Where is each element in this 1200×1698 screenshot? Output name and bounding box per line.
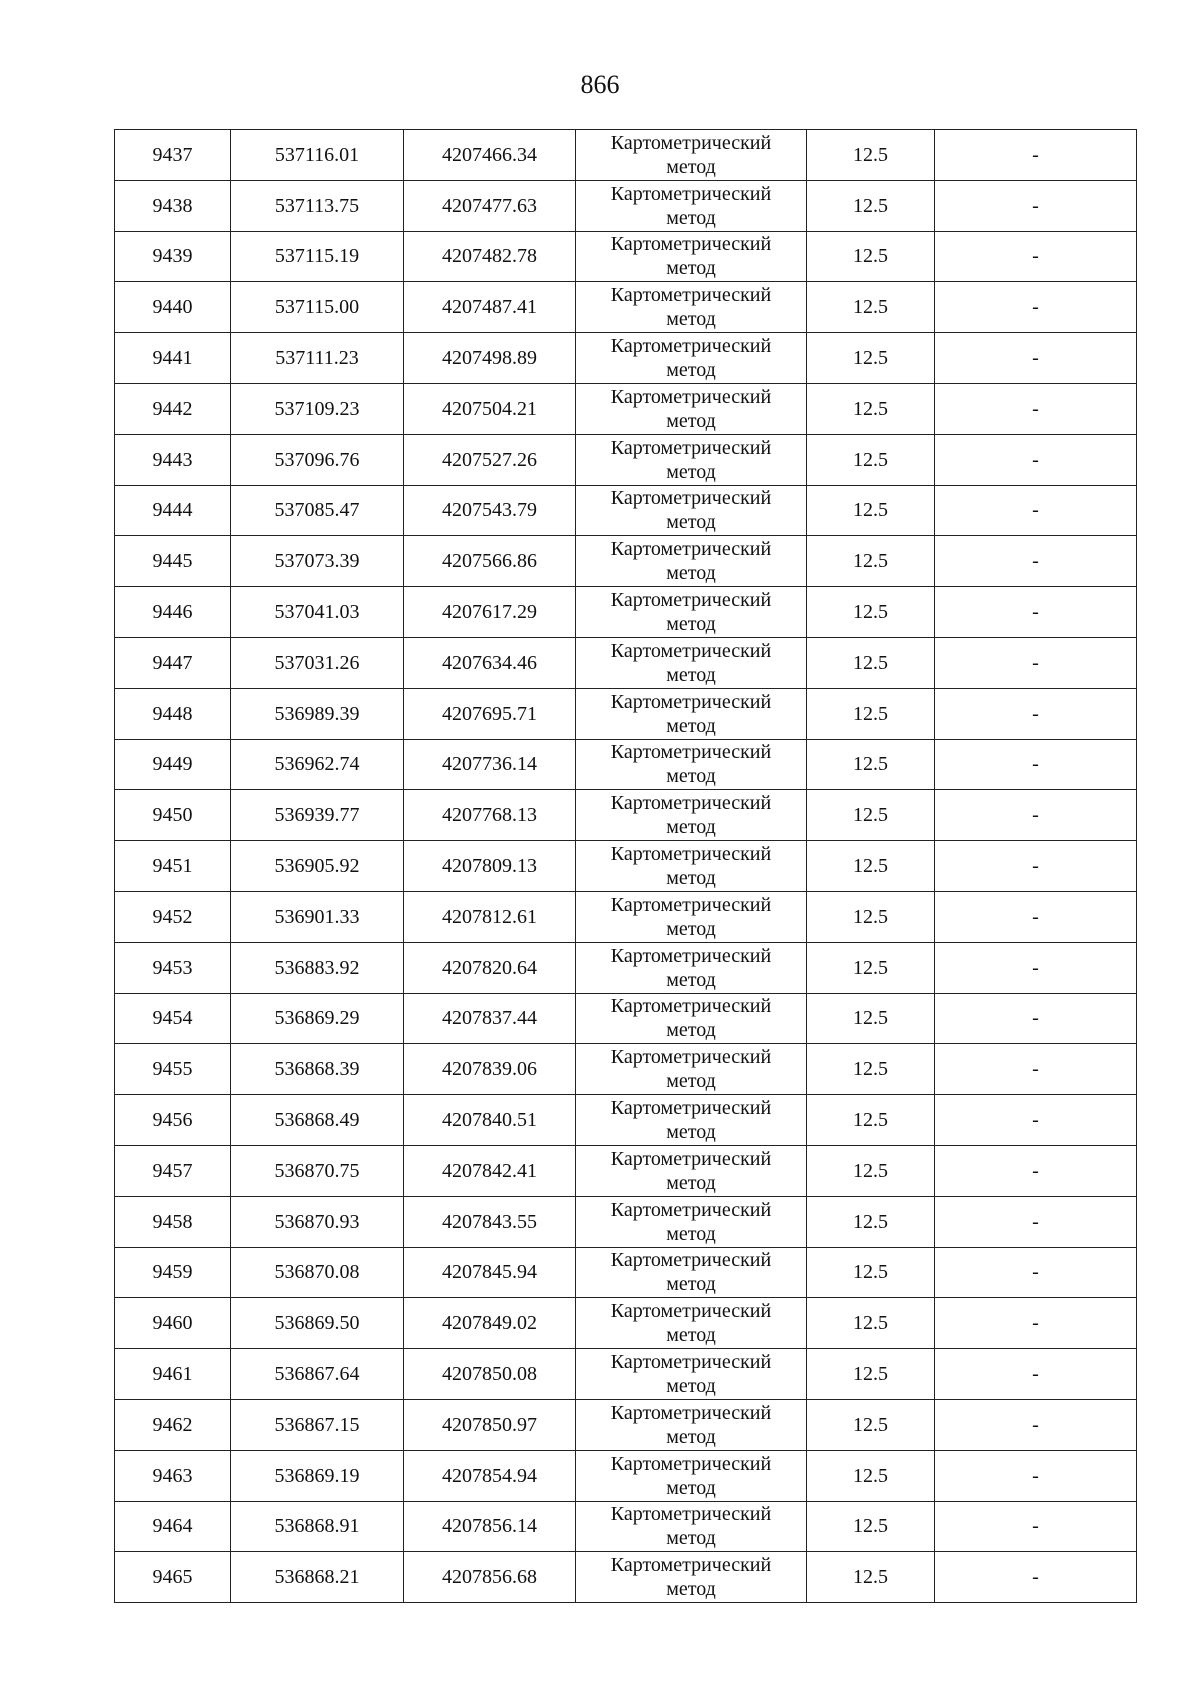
method-cell: [576, 1450, 807, 1501]
note-cell: -: [935, 790, 1137, 841]
method-cell: [576, 1247, 807, 1298]
method-cell: [576, 1196, 807, 1247]
table-row: [115, 841, 1137, 892]
method-cell: [576, 841, 807, 892]
accuracy-cell: 12.5: [807, 637, 935, 688]
method-line-1: Картометрический: [610, 1249, 772, 1272]
note-cell: -: [935, 1450, 1137, 1501]
note-cell: -: [935, 536, 1137, 587]
accuracy-cell: 12.5: [807, 333, 935, 384]
y-coordinate-cell: 4207543.79: [404, 485, 576, 536]
y-coordinate-cell: 4207839.06: [404, 1044, 576, 1095]
method-cell: [576, 891, 807, 942]
method-cell: [576, 333, 807, 384]
method-line-2: метод: [666, 1171, 716, 1194]
note-cell: -: [935, 688, 1137, 739]
x-coordinate-cell: 536883.92: [231, 942, 404, 993]
method-cell: [576, 536, 807, 587]
method-line-2: метод: [666, 714, 716, 737]
method-line-1: Картометрический: [610, 1401, 772, 1424]
y-coordinate-cell: 4207820.64: [404, 942, 576, 993]
x-coordinate-cell: 536939.77: [231, 790, 404, 841]
coordinates-table-body: [115, 130, 1137, 1603]
note-cell: -: [935, 1349, 1137, 1400]
note-cell: -: [935, 180, 1137, 231]
method-cell: [576, 790, 807, 841]
accuracy-cell: 12.5: [807, 1298, 935, 1349]
table-row: [115, 1399, 1137, 1450]
accuracy-cell: 12.5: [807, 282, 935, 333]
table-row: [115, 688, 1137, 739]
point-number-cell: 9453: [115, 942, 231, 993]
y-coordinate-cell: 4207843.55: [404, 1196, 576, 1247]
y-coordinate-cell: 4207856.68: [404, 1552, 576, 1603]
note-cell: -: [935, 1501, 1137, 1552]
table-row: [115, 1095, 1137, 1146]
method-line-1: Картометрический: [610, 893, 772, 916]
y-coordinate-cell: 4207850.08: [404, 1349, 576, 1400]
point-number-cell: 9451: [115, 841, 231, 892]
method-cell: [576, 1095, 807, 1146]
method-cell: [576, 434, 807, 485]
x-coordinate-cell: 536867.15: [231, 1399, 404, 1450]
table-row: [115, 536, 1137, 587]
method-cell: [576, 1044, 807, 1095]
x-coordinate-cell: 537085.47: [231, 485, 404, 536]
point-number-cell: 9458: [115, 1196, 231, 1247]
table-row: [115, 1450, 1137, 1501]
y-coordinate-cell: 4207809.13: [404, 841, 576, 892]
x-coordinate-cell: 536869.29: [231, 993, 404, 1044]
method-line-2: метод: [666, 206, 716, 229]
table-row: [115, 1552, 1137, 1603]
method-line-2: метод: [666, 1273, 716, 1296]
point-number-cell: 9464: [115, 1501, 231, 1552]
accuracy-cell: 12.5: [807, 1095, 935, 1146]
method-line-1: Картометрический: [610, 385, 772, 408]
method-line-1: Картометрический: [610, 1097, 772, 1120]
table-row: [115, 130, 1137, 181]
method-line-1: Картометрический: [610, 843, 772, 866]
table-row: [115, 180, 1137, 231]
accuracy-cell: 12.5: [807, 231, 935, 282]
method-cell: [576, 587, 807, 638]
note-cell: -: [935, 942, 1137, 993]
y-coordinate-cell: 4207854.94: [404, 1450, 576, 1501]
point-number-cell: 9460: [115, 1298, 231, 1349]
x-coordinate-cell: 536867.64: [231, 1349, 404, 1400]
note-cell: -: [935, 130, 1137, 181]
accuracy-cell: 12.5: [807, 130, 935, 181]
accuracy-cell: 12.5: [807, 1552, 935, 1603]
method-line-2: метод: [666, 1476, 716, 1499]
x-coordinate-cell: 536989.39: [231, 688, 404, 739]
table-row: [115, 587, 1137, 638]
x-coordinate-cell: 537073.39: [231, 536, 404, 587]
method-line-2: метод: [666, 1019, 716, 1042]
table-row: [115, 1145, 1137, 1196]
method-line-1: Картометрический: [610, 436, 772, 459]
table-row: [115, 993, 1137, 1044]
method-cell: [576, 1399, 807, 1450]
x-coordinate-cell: 537115.19: [231, 231, 404, 282]
accuracy-cell: 12.5: [807, 1247, 935, 1298]
accuracy-cell: 12.5: [807, 587, 935, 638]
y-coordinate-cell: 4207566.86: [404, 536, 576, 587]
method-cell: [576, 180, 807, 231]
point-number-cell: 9443: [115, 434, 231, 485]
x-coordinate-cell: 536868.21: [231, 1552, 404, 1603]
table-row: [115, 1247, 1137, 1298]
table-row: [115, 637, 1137, 688]
point-number-cell: 9437: [115, 130, 231, 181]
note-cell: -: [935, 1044, 1137, 1095]
note-cell: -: [935, 383, 1137, 434]
method-line-1: Картометрический: [610, 1147, 772, 1170]
method-line-1: Картометрический: [610, 1503, 772, 1526]
y-coordinate-cell: 4207477.63: [404, 180, 576, 231]
y-coordinate-cell: 4207498.89: [404, 333, 576, 384]
method-line-2: метод: [666, 1375, 716, 1398]
note-cell: -: [935, 841, 1137, 892]
table-row: [115, 1501, 1137, 1552]
method-cell: [576, 1349, 807, 1400]
accuracy-cell: 12.5: [807, 383, 935, 434]
table-row: [115, 790, 1137, 841]
table-row: [115, 383, 1137, 434]
method-cell: [576, 1552, 807, 1603]
note-cell: -: [935, 1196, 1137, 1247]
method-line-2: метод: [666, 968, 716, 991]
method-line-2: метод: [666, 511, 716, 534]
method-cell: [576, 637, 807, 688]
y-coordinate-cell: 4207850.97: [404, 1399, 576, 1450]
table-row: [115, 1044, 1137, 1095]
method-line-2: метод: [666, 308, 716, 331]
note-cell: -: [935, 739, 1137, 790]
method-line-2: метод: [666, 460, 716, 483]
table-row: [115, 434, 1137, 485]
y-coordinate-cell: 4207849.02: [404, 1298, 576, 1349]
x-coordinate-cell: 536901.33: [231, 891, 404, 942]
point-number-cell: 9459: [115, 1247, 231, 1298]
x-coordinate-cell: 537115.00: [231, 282, 404, 333]
method-cell: [576, 739, 807, 790]
method-cell: [576, 282, 807, 333]
method-line-2: метод: [666, 816, 716, 839]
table-row: [115, 333, 1137, 384]
table-row: [115, 1196, 1137, 1247]
method-line-1: Картометрический: [610, 690, 772, 713]
method-line-2: метод: [666, 257, 716, 280]
method-line-2: метод: [666, 1121, 716, 1144]
table-row: [115, 485, 1137, 536]
method-line-1: Картометрический: [610, 182, 772, 205]
point-number-cell: 9461: [115, 1349, 231, 1400]
note-cell: -: [935, 1145, 1137, 1196]
accuracy-cell: 12.5: [807, 1349, 935, 1400]
y-coordinate-cell: 4207527.26: [404, 434, 576, 485]
point-number-cell: 9444: [115, 485, 231, 536]
point-number-cell: 9455: [115, 1044, 231, 1095]
accuracy-cell: 12.5: [807, 1399, 935, 1450]
accuracy-cell: 12.5: [807, 1145, 935, 1196]
point-number-cell: 9448: [115, 688, 231, 739]
x-coordinate-cell: 536869.50: [231, 1298, 404, 1349]
note-cell: -: [935, 587, 1137, 638]
table-row: [115, 282, 1137, 333]
method-line-1: Картометрический: [610, 1046, 772, 1069]
method-line-1: Картометрический: [610, 1198, 772, 1221]
accuracy-cell: 12.5: [807, 1501, 935, 1552]
method-line-1: Картометрический: [610, 1452, 772, 1475]
point-number-cell: 9438: [115, 180, 231, 231]
x-coordinate-cell: 536868.91: [231, 1501, 404, 1552]
point-number-cell: 9447: [115, 637, 231, 688]
y-coordinate-cell: 4207487.41: [404, 282, 576, 333]
note-cell: -: [935, 333, 1137, 384]
point-number-cell: 9441: [115, 333, 231, 384]
point-number-cell: 9446: [115, 587, 231, 638]
y-coordinate-cell: 4207842.41: [404, 1145, 576, 1196]
method-line-1: Картометрический: [610, 792, 772, 815]
method-line-1: Картометрический: [610, 639, 772, 662]
page-number: 866: [580, 70, 620, 99]
note-cell: -: [935, 1552, 1137, 1603]
note-cell: -: [935, 1247, 1137, 1298]
x-coordinate-cell: 536870.75: [231, 1145, 404, 1196]
point-number-cell: 9452: [115, 891, 231, 942]
x-coordinate-cell: 536962.74: [231, 739, 404, 790]
point-number-cell: 9439: [115, 231, 231, 282]
x-coordinate-cell: 537096.76: [231, 434, 404, 485]
x-coordinate-cell: 536868.49: [231, 1095, 404, 1146]
method-line-1: Картометрический: [610, 995, 772, 1018]
y-coordinate-cell: 4207812.61: [404, 891, 576, 942]
coordinates-table: [114, 129, 1137, 1603]
method-line-2: метод: [666, 917, 716, 940]
x-coordinate-cell: 537109.23: [231, 383, 404, 434]
method-line-1: Картометрический: [610, 1554, 772, 1577]
point-number-cell: 9440: [115, 282, 231, 333]
method-line-1: Картометрический: [610, 741, 772, 764]
accuracy-cell: 12.5: [807, 536, 935, 587]
method-line-1: Картометрический: [610, 335, 772, 358]
method-line-2: метод: [666, 1578, 716, 1601]
method-line-1: Картометрический: [610, 233, 772, 256]
y-coordinate-cell: 4207736.14: [404, 739, 576, 790]
point-number-cell: 9465: [115, 1552, 231, 1603]
note-cell: -: [935, 282, 1137, 333]
y-coordinate-cell: 4207504.21: [404, 383, 576, 434]
point-number-cell: 9463: [115, 1450, 231, 1501]
x-coordinate-cell: 537116.01: [231, 130, 404, 181]
y-coordinate-cell: 4207768.13: [404, 790, 576, 841]
point-number-cell: 9457: [115, 1145, 231, 1196]
x-coordinate-cell: 536868.39: [231, 1044, 404, 1095]
y-coordinate-cell: 4207856.14: [404, 1501, 576, 1552]
point-number-cell: 9445: [115, 536, 231, 587]
method-line-2: метод: [666, 867, 716, 890]
y-coordinate-cell: 4207634.46: [404, 637, 576, 688]
x-coordinate-cell: 536870.93: [231, 1196, 404, 1247]
table-row: [115, 942, 1137, 993]
method-cell: [576, 1298, 807, 1349]
method-cell: [576, 231, 807, 282]
accuracy-cell: 12.5: [807, 1196, 935, 1247]
point-number-cell: 9456: [115, 1095, 231, 1146]
note-cell: -: [935, 993, 1137, 1044]
method-line-1: Картометрический: [610, 538, 772, 561]
accuracy-cell: 12.5: [807, 942, 935, 993]
y-coordinate-cell: 4207466.34: [404, 130, 576, 181]
accuracy-cell: 12.5: [807, 688, 935, 739]
point-number-cell: 9442: [115, 383, 231, 434]
note-cell: -: [935, 485, 1137, 536]
method-line-2: метод: [666, 562, 716, 585]
accuracy-cell: 12.5: [807, 790, 935, 841]
table-row: [115, 891, 1137, 942]
y-coordinate-cell: 4207695.71: [404, 688, 576, 739]
method-cell: [576, 485, 807, 536]
method-cell: [576, 1501, 807, 1552]
accuracy-cell: 12.5: [807, 891, 935, 942]
method-cell: [576, 688, 807, 739]
accuracy-cell: 12.5: [807, 739, 935, 790]
x-coordinate-cell: 537111.23: [231, 333, 404, 384]
y-coordinate-cell: 4207482.78: [404, 231, 576, 282]
method-line-2: метод: [666, 1425, 716, 1448]
accuracy-cell: 12.5: [807, 434, 935, 485]
y-coordinate-cell: 4207840.51: [404, 1095, 576, 1146]
table-row: [115, 739, 1137, 790]
method-line-1: Картометрический: [610, 487, 772, 510]
accuracy-cell: 12.5: [807, 841, 935, 892]
x-coordinate-cell: 537031.26: [231, 637, 404, 688]
method-line-2: метод: [666, 409, 716, 432]
point-number-cell: 9454: [115, 993, 231, 1044]
method-cell: [576, 1145, 807, 1196]
method-line-2: метод: [666, 359, 716, 382]
method-line-2: метод: [666, 613, 716, 636]
x-coordinate-cell: 537113.75: [231, 180, 404, 231]
method-line-2: метод: [666, 1324, 716, 1347]
note-cell: -: [935, 1095, 1137, 1146]
note-cell: -: [935, 231, 1137, 282]
method-cell: [576, 383, 807, 434]
table-row: [115, 1349, 1137, 1400]
method-line-1: Картометрический: [610, 284, 772, 307]
accuracy-cell: 12.5: [807, 1450, 935, 1501]
y-coordinate-cell: 4207837.44: [404, 993, 576, 1044]
method-cell: [576, 993, 807, 1044]
method-line-1: Картометрический: [610, 1300, 772, 1323]
y-coordinate-cell: 4207617.29: [404, 587, 576, 638]
accuracy-cell: 12.5: [807, 180, 935, 231]
note-cell: -: [935, 637, 1137, 688]
y-coordinate-cell: 4207845.94: [404, 1247, 576, 1298]
table-row: [115, 231, 1137, 282]
method-line-2: метод: [666, 1222, 716, 1245]
x-coordinate-cell: 536869.19: [231, 1450, 404, 1501]
accuracy-cell: 12.5: [807, 993, 935, 1044]
x-coordinate-cell: 536870.08: [231, 1247, 404, 1298]
note-cell: -: [935, 434, 1137, 485]
method-cell: [576, 130, 807, 181]
accuracy-cell: 12.5: [807, 1044, 935, 1095]
note-cell: -: [935, 1399, 1137, 1450]
method-line-2: метод: [666, 765, 716, 788]
point-number-cell: 9450: [115, 790, 231, 841]
accuracy-cell: 12.5: [807, 485, 935, 536]
note-cell: -: [935, 1298, 1137, 1349]
table-row: [115, 1298, 1137, 1349]
point-number-cell: 9462: [115, 1399, 231, 1450]
x-coordinate-cell: 536905.92: [231, 841, 404, 892]
method-cell: [576, 942, 807, 993]
point-number-cell: 9449: [115, 739, 231, 790]
method-line-2: метод: [666, 1527, 716, 1550]
method-line-1: Картометрический: [610, 131, 772, 154]
method-line-2: метод: [666, 1070, 716, 1093]
method-line-1: Картометрический: [610, 944, 772, 967]
method-line-2: метод: [666, 155, 716, 178]
method-line-2: метод: [666, 663, 716, 686]
x-coordinate-cell: 537041.03: [231, 587, 404, 638]
note-cell: -: [935, 891, 1137, 942]
method-line-1: Картометрический: [610, 1351, 772, 1374]
method-line-1: Картометрический: [610, 589, 772, 612]
